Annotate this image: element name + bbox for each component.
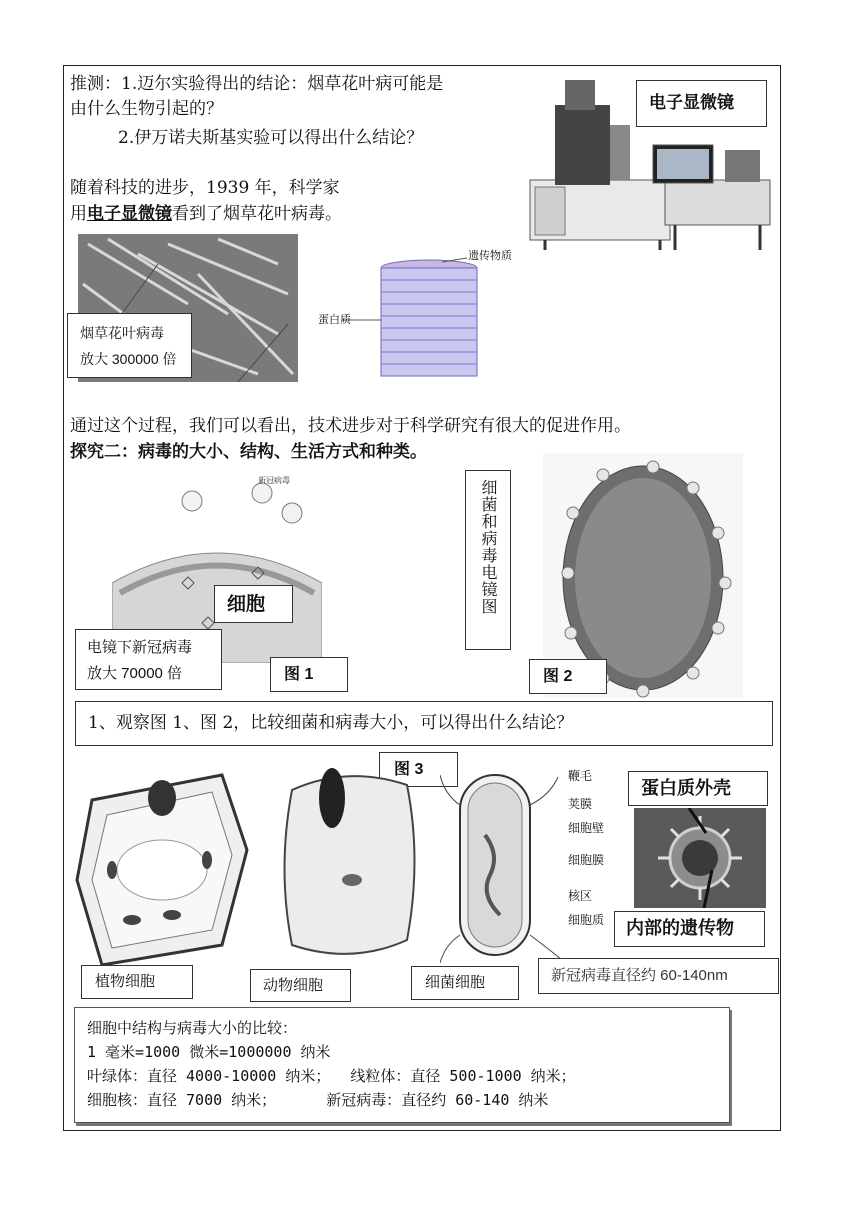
history-line-a: 随着科技的进步，1939 年，科学家 <box>70 178 340 198</box>
em-caption-line1: 电镜下新冠病毒 <box>87 639 193 656</box>
cell-label: 细胞 <box>214 585 293 623</box>
em-caption <box>75 629 222 690</box>
label-genetic-material: 遗传物质 <box>468 250 512 262</box>
history-pre: 用 <box>70 204 87 224</box>
history-em-term: 电子显微镜 <box>87 204 172 224</box>
tmv-caption <box>67 313 192 378</box>
question-1-box: 1、观察图 1、图 2，比较细菌和病毒大小，可以得出什么结论？ <box>75 701 773 746</box>
animal-cell-diagram <box>272 760 422 970</box>
bact-part-2: 细胞壁 <box>568 821 605 835</box>
question-line-1b: 由什么生物引起的？ <box>70 99 223 119</box>
compare-nucleus: 细胞核：直径 7000 纳米； <box>87 1091 277 1109</box>
bact-part-3: 细胞膜 <box>568 853 605 867</box>
plant-cell-diagram <box>72 770 252 970</box>
compare-row-1 <box>87 1064 729 1088</box>
bacteria-cell-label: 细菌细胞 <box>411 966 519 1000</box>
figure-1-label: 图 1 <box>270 657 348 692</box>
compare-covid: 新冠病毒：直径约 60-140 纳米 <box>326 1091 549 1109</box>
tmv-caption-line1: 烟草花叶病毒 <box>80 325 164 341</box>
bact-part-5: 细胞质 <box>568 913 605 927</box>
compare-title: 细胞中结构与病毒大小的比较： <box>87 1019 298 1037</box>
covid-virus-label: 新冠病毒 <box>258 476 290 485</box>
compare-chloroplast: 叶绿体：直径 4000-10000 纳米； <box>87 1067 331 1085</box>
covid-diameter-box: 新冠病毒直径约 60-140nm <box>538 958 779 994</box>
bacteria-virus-em-caption: 细菌和病毒电镜图 <box>479 479 498 615</box>
figure-3-label: 图 3 <box>379 752 458 787</box>
question-line-1: 推测：1.迈尔实验得出的结论：烟草花叶病可能是 <box>70 74 444 94</box>
microscope-label: 电子显微镜 <box>636 80 767 127</box>
bact-part-4: 核区 <box>568 889 593 903</box>
protein-shell-label: 蛋白质外壳 <box>628 771 768 806</box>
compare-row-2 <box>87 1088 729 1112</box>
animal-cell-label: 动物细胞 <box>250 969 351 1002</box>
em-caption-line2: 放大 70000 倍 <box>87 665 183 682</box>
bacteria-virus-em-caption-box <box>465 470 511 650</box>
bact-part-1: 荚膜 <box>568 797 593 811</box>
coronavirus-image <box>634 808 766 908</box>
history-line-b <box>70 202 342 226</box>
label-protein: 蛋白质 <box>318 314 351 326</box>
compare-units: 1 毫米=1000 微米=1000000 纳米 <box>87 1043 331 1061</box>
history-post: 看到了烟草花叶病毒。 <box>172 204 342 224</box>
figure-2-label: 图 2 <box>529 659 607 694</box>
conclusion-line: 通过这个过程，我们可以看出，技术进步对于科学研究有很大的促进作用。 <box>70 416 631 436</box>
compare-mitochondria: 线粒体：直径 500-1000 纳米； <box>350 1067 576 1085</box>
bact-part-0: 鞭毛 <box>568 769 593 783</box>
size-comparison-box <box>74 1007 730 1123</box>
plant-cell-label: 植物细胞 <box>81 965 193 999</box>
tmv-caption-line2: 放大 300000 倍 <box>80 351 177 367</box>
question-line-2: 2.伊万诺夫斯基实验可以得出什么结论？ <box>118 128 424 148</box>
bacteria-cell-diagram <box>440 765 565 965</box>
explore-2-heading: 探究二：病毒的大小、结构、生活方式和种类。 <box>70 442 427 462</box>
inner-genetic-label: 内部的遗传物 <box>614 911 765 947</box>
